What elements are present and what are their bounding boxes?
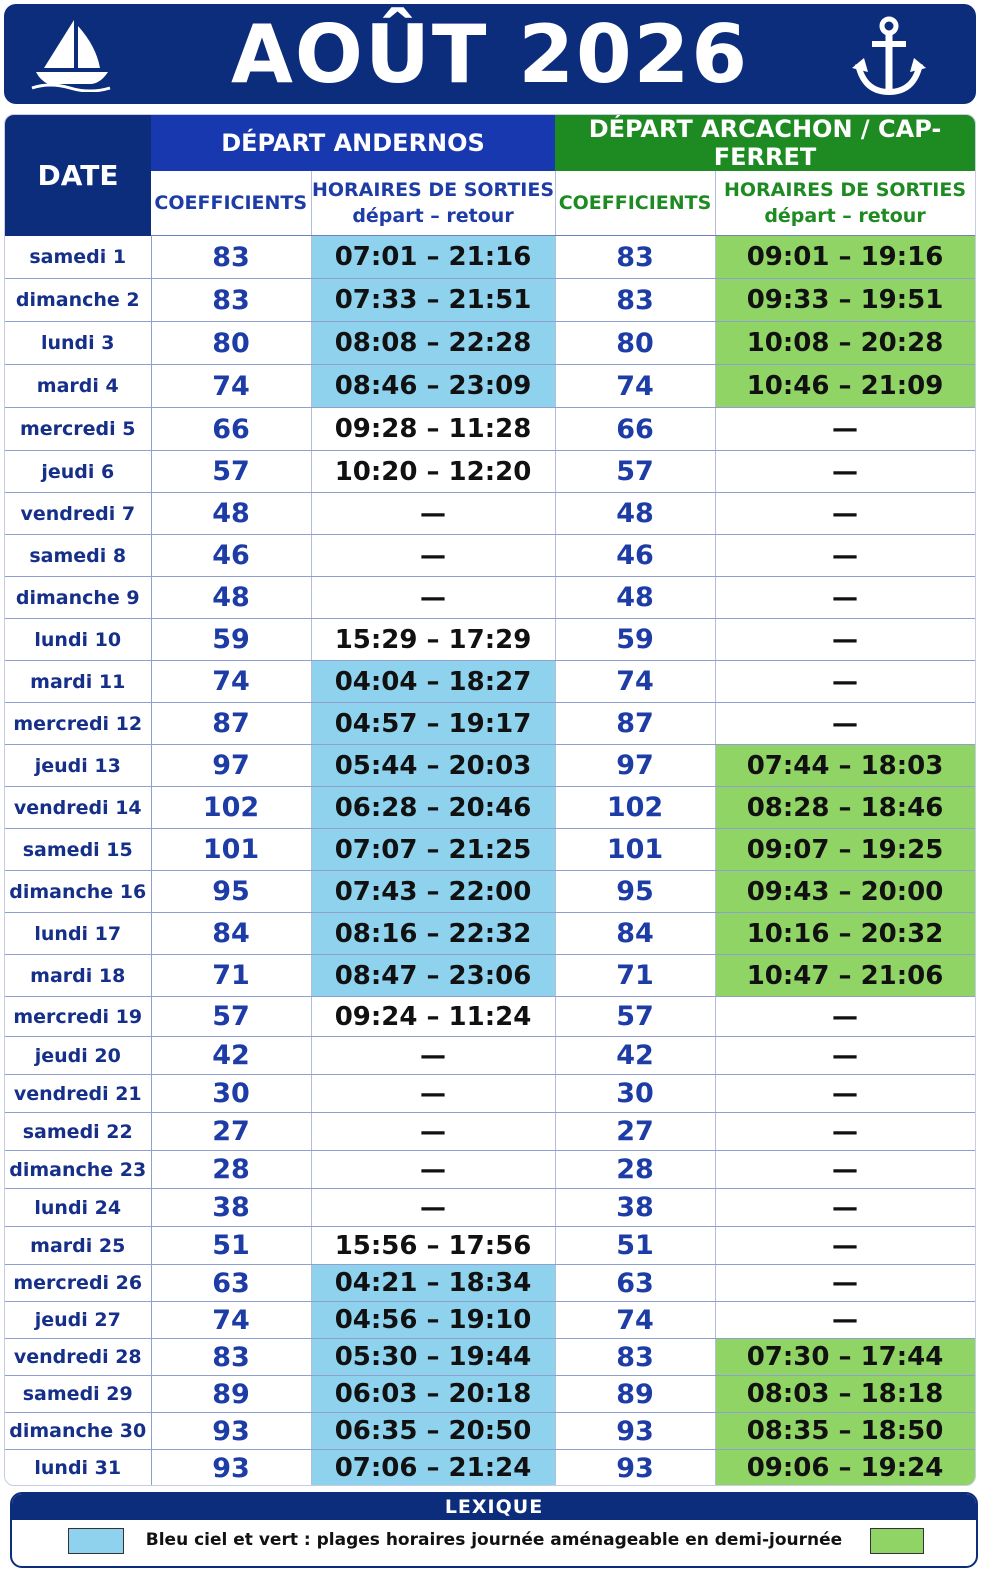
hours-arcachon-cell: 07:44 – 18:03 — [715, 745, 975, 787]
legend-title: LEXIQUE — [12, 1494, 976, 1520]
coef-andernos-cell: 101 — [151, 829, 311, 871]
coef-andernos-cell: 80 — [151, 322, 311, 365]
coef-arcachon-cell: 102 — [555, 787, 715, 829]
date-cell: vendredi 28 — [5, 1339, 151, 1376]
hours-andernos-cell: 07:07 – 21:25 — [311, 829, 555, 871]
hours-andernos-cell: 06:35 – 20:50 — [311, 1413, 555, 1450]
hours-andernos-cell: — — [311, 1075, 555, 1113]
table-row — [5, 829, 975, 871]
anchor-icon — [852, 16, 926, 96]
coef-andernos-cell: 59 — [151, 619, 311, 661]
hours-andernos-cell: 09:24 – 11:24 — [311, 997, 555, 1037]
date-cell: lundi 31 — [5, 1450, 151, 1487]
date-cell: samedi 1 — [5, 236, 151, 279]
coef-arcachon-cell: 87 — [555, 703, 715, 745]
hours-arcachon-cell: — — [715, 1302, 975, 1339]
coef-arcachon-cell: 80 — [555, 322, 715, 365]
hours-andernos-cell: — — [311, 1151, 555, 1189]
table-row — [5, 1413, 975, 1450]
date-cell: lundi 17 — [5, 913, 151, 955]
coef-andernos-cell: 28 — [151, 1151, 311, 1189]
coef-arcachon-cell: 57 — [555, 997, 715, 1037]
date-cell: dimanche 16 — [5, 871, 151, 913]
table-row — [5, 1339, 975, 1376]
coef-arcachon-cell: 46 — [555, 535, 715, 577]
coef-arcachon-cell: 74 — [555, 1302, 715, 1339]
table-row — [5, 619, 975, 661]
hours-arcachon-cell: — — [715, 1151, 975, 1189]
table-row — [5, 661, 975, 703]
date-header: DATE — [5, 115, 151, 236]
date-cell: jeudi 13 — [5, 745, 151, 787]
hours-andernos-cell: — — [311, 493, 555, 535]
table-row — [5, 279, 975, 322]
table-row — [5, 577, 975, 619]
hours-andernos-cell: — — [311, 1189, 555, 1227]
table-row — [5, 871, 975, 913]
hours-andernos-cell: 07:43 – 22:00 — [311, 871, 555, 913]
legend-text: Bleu ciel et vert : plages horaires journée aménageable en demi-journée — [145, 1530, 843, 1550]
coef-andernos-cell: 42 — [151, 1037, 311, 1075]
coef-arcachon-cell: 83 — [555, 279, 715, 322]
hours-header-andernos: HORAIRES DE SORTIES départ – retour — [311, 171, 555, 236]
coef-andernos-cell: 102 — [151, 787, 311, 829]
coef-arcachon-cell: 48 — [555, 577, 715, 619]
table-row — [5, 408, 975, 451]
date-cell: dimanche 30 — [5, 1413, 151, 1450]
coef-arcachon-cell: 83 — [555, 1339, 715, 1376]
coef-andernos-cell: 93 — [151, 1450, 311, 1487]
table-row — [5, 1037, 975, 1075]
date-cell: vendredi 14 — [5, 787, 151, 829]
table-row — [5, 1075, 975, 1113]
coef-andernos-cell: 66 — [151, 408, 311, 451]
table-row — [5, 1227, 975, 1265]
coef-andernos-cell: 48 — [151, 493, 311, 535]
coef-arcachon-cell: 38 — [555, 1189, 715, 1227]
coef-arcachon-cell: 59 — [555, 619, 715, 661]
coef-andernos-cell: 27 — [151, 1113, 311, 1151]
hours-andernos-cell: 04:04 – 18:27 — [311, 661, 555, 703]
coef-arcachon-cell: 42 — [555, 1037, 715, 1075]
hours-arcachon-cell: 10:46 – 21:09 — [715, 365, 975, 408]
table-row — [5, 955, 975, 997]
hours-andernos-cell: — — [311, 577, 555, 619]
coef-andernos-cell: 89 — [151, 1376, 311, 1413]
hours-andernos-cell: 08:16 – 22:32 — [311, 913, 555, 955]
coef-arcachon-cell: 71 — [555, 955, 715, 997]
hours-andernos-cell: 05:30 – 19:44 — [311, 1339, 555, 1376]
title-banner — [4, 4, 976, 104]
table-row — [5, 365, 975, 408]
coef-header-andernos: COEFFICIENTS — [151, 171, 311, 236]
table-row — [5, 913, 975, 955]
table-row — [5, 493, 975, 535]
coef-andernos-cell: 38 — [151, 1189, 311, 1227]
date-cell: samedi 29 — [5, 1376, 151, 1413]
hours-andernos-cell: 10:20 – 12:20 — [311, 451, 555, 493]
date-cell: dimanche 2 — [5, 279, 151, 322]
date-cell: mardi 18 — [5, 955, 151, 997]
date-cell: vendredi 21 — [5, 1075, 151, 1113]
table-row — [5, 236, 975, 279]
date-cell: mardi 11 — [5, 661, 151, 703]
hours-andernos-cell: 06:28 – 20:46 — [311, 787, 555, 829]
date-cell: dimanche 9 — [5, 577, 151, 619]
table-body — [5, 236, 975, 1487]
coef-arcachon-cell: 93 — [555, 1450, 715, 1487]
coef-header-arcachon: COEFFICIENTS — [555, 171, 715, 236]
legend — [10, 1492, 978, 1568]
coef-arcachon-cell: 63 — [555, 1265, 715, 1302]
hours-andernos-cell: 15:29 – 17:29 — [311, 619, 555, 661]
date-cell: mercredi 12 — [5, 703, 151, 745]
hours-arcachon-cell: 07:30 – 17:44 — [715, 1339, 975, 1376]
hours-andernos-cell: 07:01 – 21:16 — [311, 236, 555, 279]
hours-andernos-cell: 04:56 – 19:10 — [311, 1302, 555, 1339]
hours-arcachon-cell: — — [715, 577, 975, 619]
date-cell: mardi 25 — [5, 1227, 151, 1265]
coef-andernos-cell: 87 — [151, 703, 311, 745]
hours-arcachon-cell: — — [715, 493, 975, 535]
hours-arcachon-cell: 10:08 – 20:28 — [715, 322, 975, 365]
hours-header-arcachon: HORAIRES DE SORTIES départ – retour — [715, 171, 975, 236]
hours-andernos-cell: 08:46 – 23:09 — [311, 365, 555, 408]
coef-arcachon-cell: 27 — [555, 1113, 715, 1151]
hours-arcachon-cell: — — [715, 1037, 975, 1075]
hours-arcachon-cell: — — [715, 619, 975, 661]
hours-arcachon-cell: — — [715, 661, 975, 703]
date-cell: jeudi 6 — [5, 451, 151, 493]
coef-andernos-cell: 51 — [151, 1227, 311, 1265]
date-cell: lundi 10 — [5, 619, 151, 661]
coef-andernos-cell: 93 — [151, 1413, 311, 1450]
date-cell: dimanche 23 — [5, 1151, 151, 1189]
legend-swatch-blue — [68, 1528, 124, 1554]
table-row — [5, 322, 975, 365]
coef-arcachon-cell: 74 — [555, 365, 715, 408]
arcachon-header: DÉPART ARCACHON / CAP-FERRET — [555, 115, 975, 171]
coef-andernos-cell: 30 — [151, 1075, 311, 1113]
table-row — [5, 1450, 975, 1487]
hours-arcachon-cell: — — [715, 535, 975, 577]
hours-arcachon-cell: 09:33 – 19:51 — [715, 279, 975, 322]
date-cell: samedi 8 — [5, 535, 151, 577]
coef-andernos-cell: 57 — [151, 451, 311, 493]
table-row — [5, 745, 975, 787]
date-cell: lundi 24 — [5, 1189, 151, 1227]
page-title: AOÛT 2026 — [231, 8, 749, 101]
table-row — [5, 1151, 975, 1189]
tide-table — [4, 114, 976, 1486]
date-cell: mercredi 26 — [5, 1265, 151, 1302]
hours-andernos-cell: 04:21 – 18:34 — [311, 1265, 555, 1302]
coef-andernos-cell: 74 — [151, 365, 311, 408]
coef-arcachon-cell: 95 — [555, 871, 715, 913]
coef-arcachon-cell: 28 — [555, 1151, 715, 1189]
hours-arcachon-cell: — — [715, 1227, 975, 1265]
hours-arcachon-cell: 10:47 – 21:06 — [715, 955, 975, 997]
coef-arcachon-cell: 83 — [555, 236, 715, 279]
hours-arcachon-cell: 08:03 – 18:18 — [715, 1376, 975, 1413]
coef-arcachon-cell: 57 — [555, 451, 715, 493]
hours-arcachon-cell: — — [715, 1113, 975, 1151]
coef-arcachon-cell: 66 — [555, 408, 715, 451]
coef-arcachon-cell: 51 — [555, 1227, 715, 1265]
hours-andernos-cell: — — [311, 1113, 555, 1151]
hours-andernos-cell: — — [311, 1037, 555, 1075]
coef-arcachon-cell: 93 — [555, 1413, 715, 1450]
coef-andernos-cell: 46 — [151, 535, 311, 577]
hours-andernos-cell: 05:44 – 20:03 — [311, 745, 555, 787]
andernos-header: DÉPART ANDERNOS — [151, 115, 555, 171]
hours-arcachon-cell: 08:35 – 18:50 — [715, 1413, 975, 1450]
coef-andernos-cell: 84 — [151, 913, 311, 955]
date-cell: samedi 15 — [5, 829, 151, 871]
date-cell: mercredi 5 — [5, 408, 151, 451]
coef-arcachon-cell: 97 — [555, 745, 715, 787]
coef-andernos-cell: 57 — [151, 997, 311, 1037]
table-row — [5, 451, 975, 493]
hours-andernos-cell: — — [311, 535, 555, 577]
hours-arcachon-cell: 09:06 – 19:24 — [715, 1450, 975, 1487]
legend-swatch-green — [870, 1528, 924, 1554]
date-cell: mercredi 19 — [5, 997, 151, 1037]
hours-arcachon-cell: — — [715, 1075, 975, 1113]
table-row — [5, 1113, 975, 1151]
table-row — [5, 1189, 975, 1227]
hours-arcachon-cell: 09:43 – 20:00 — [715, 871, 975, 913]
hours-arcachon-cell: — — [715, 451, 975, 493]
hours-andernos-cell: 04:57 – 19:17 — [311, 703, 555, 745]
date-cell: lundi 3 — [5, 322, 151, 365]
hours-arcachon-cell: — — [715, 997, 975, 1037]
coef-andernos-cell: 74 — [151, 661, 311, 703]
coef-andernos-cell: 83 — [151, 279, 311, 322]
hours-andernos-cell: 08:08 – 22:28 — [311, 322, 555, 365]
date-cell: mardi 4 — [5, 365, 151, 408]
coef-andernos-cell: 63 — [151, 1265, 311, 1302]
coef-andernos-cell: 71 — [151, 955, 311, 997]
coef-arcachon-cell: 30 — [555, 1075, 715, 1113]
hours-arcachon-cell: 10:16 – 20:32 — [715, 913, 975, 955]
coef-arcachon-cell: 101 — [555, 829, 715, 871]
date-cell: vendredi 7 — [5, 493, 151, 535]
coef-andernos-cell: 83 — [151, 1339, 311, 1376]
hours-andernos-cell: 07:33 – 21:51 — [311, 279, 555, 322]
hours-arcachon-cell: 09:07 – 19:25 — [715, 829, 975, 871]
table-row — [5, 535, 975, 577]
hours-andernos-cell: 06:03 – 20:18 — [311, 1376, 555, 1413]
hours-arcachon-cell: — — [715, 1189, 975, 1227]
table-row — [5, 787, 975, 829]
hours-arcachon-cell: 08:28 – 18:46 — [715, 787, 975, 829]
table-row — [5, 1302, 975, 1339]
table-row — [5, 703, 975, 745]
hours-arcachon-cell: — — [715, 408, 975, 451]
hours-arcachon-cell: — — [715, 1265, 975, 1302]
coef-arcachon-cell: 48 — [555, 493, 715, 535]
table-row — [5, 1265, 975, 1302]
date-cell: jeudi 20 — [5, 1037, 151, 1075]
coef-andernos-cell: 97 — [151, 745, 311, 787]
coef-arcachon-cell: 89 — [555, 1376, 715, 1413]
hours-andernos-cell: 07:06 – 21:24 — [311, 1450, 555, 1487]
coef-arcachon-cell: 74 — [555, 661, 715, 703]
coef-andernos-cell: 48 — [151, 577, 311, 619]
table-row — [5, 1376, 975, 1413]
coef-arcachon-cell: 84 — [555, 913, 715, 955]
coef-andernos-cell: 83 — [151, 236, 311, 279]
hours-arcachon-cell: — — [715, 703, 975, 745]
date-cell: jeudi 27 — [5, 1302, 151, 1339]
hours-andernos-cell: 09:28 – 11:28 — [311, 408, 555, 451]
hours-andernos-cell: 15:56 – 17:56 — [311, 1227, 555, 1265]
coef-andernos-cell: 74 — [151, 1302, 311, 1339]
coef-andernos-cell: 95 — [151, 871, 311, 913]
hours-andernos-cell: 08:47 – 23:06 — [311, 955, 555, 997]
hours-arcachon-cell: 09:01 – 19:16 — [715, 236, 975, 279]
table-row — [5, 997, 975, 1037]
date-cell: samedi 22 — [5, 1113, 151, 1151]
